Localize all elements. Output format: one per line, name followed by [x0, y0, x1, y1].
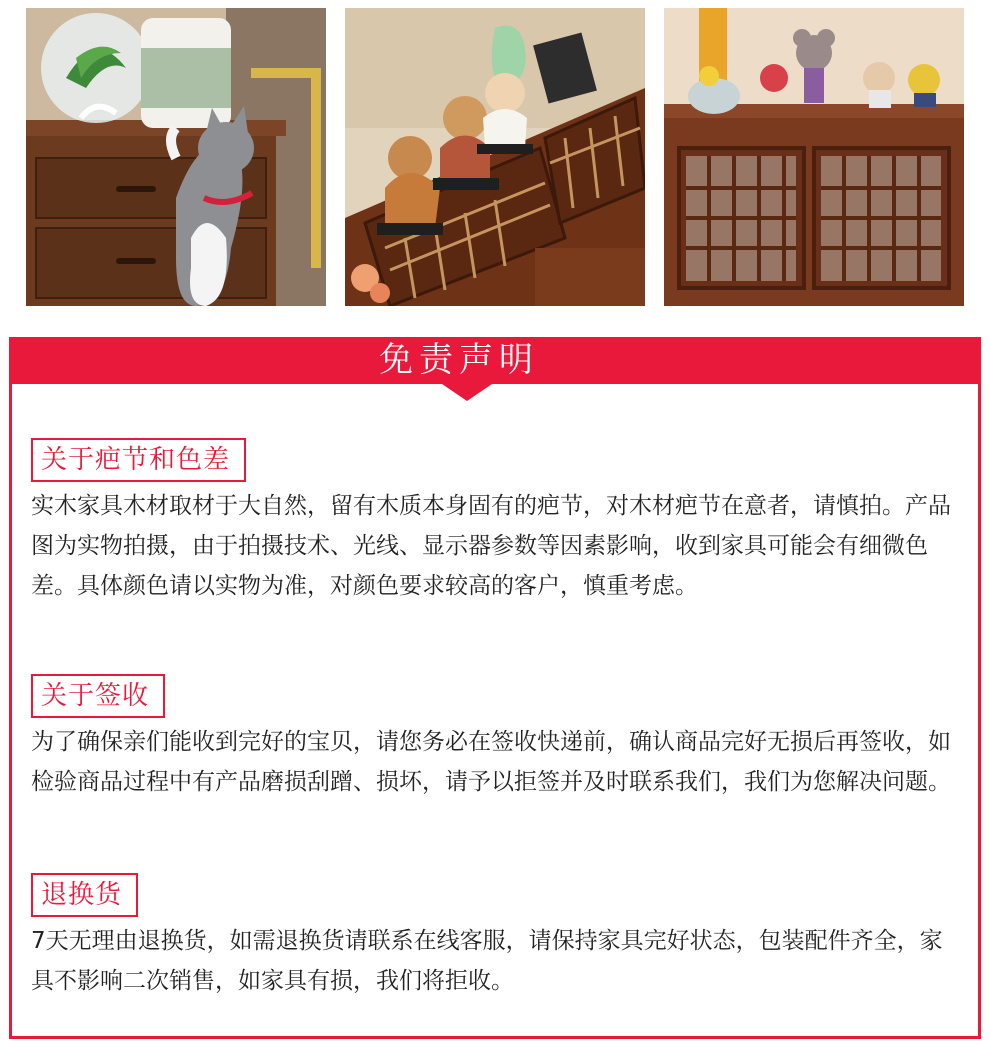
- product-photo-strip: [0, 0, 990, 320]
- section-body: 实木家具木材取材于大自然，留有木质本身固有的疤节，对木材疤节在意者，请慎拍。产品图为实物拍摄，由于拍摄技术、光线、显示器参数等因素影响，收到家具可能会有细微色差。具体颜色请以实物为准，对颜色要求较高的客户，慎重考虑。: [31, 493, 951, 599]
- section-heading: 关于疤节和色差: [31, 438, 246, 482]
- section-body: 7天无理由退换货，如需退换货请联系在线客服，请保持家具完好状态，包装配件齐全，家具不影响二次销售，如家具有损，我们将拒收。: [31, 928, 943, 994]
- section-heading: 退换货: [31, 873, 138, 917]
- disclaimer-banner: [9, 337, 981, 384]
- section-signing: [31, 674, 961, 802]
- section-heading: 关于签收: [31, 674, 165, 718]
- banner-pointer-icon: [442, 384, 492, 401]
- cat-on-cabinet-photo: [26, 8, 326, 306]
- section-body: 为了确保亲们能收到完好的宝贝，请您务必在签收快递前，确认商品完好无损后再签收，如检验商品过程中有产品磨损刮蹭、损坏，请予以拒签并及时联系我们，我们为您解决问题。: [31, 729, 951, 795]
- toys-on-sideboard-photo: [664, 8, 964, 306]
- section-returns: [31, 873, 961, 1001]
- section-knots-and-color: [31, 438, 961, 606]
- disclaimer-title: 免责声明: [379, 340, 539, 380]
- disclaimer-panel: [9, 337, 981, 1039]
- figurines-on-shoe-cabinet-photo: [345, 8, 645, 306]
